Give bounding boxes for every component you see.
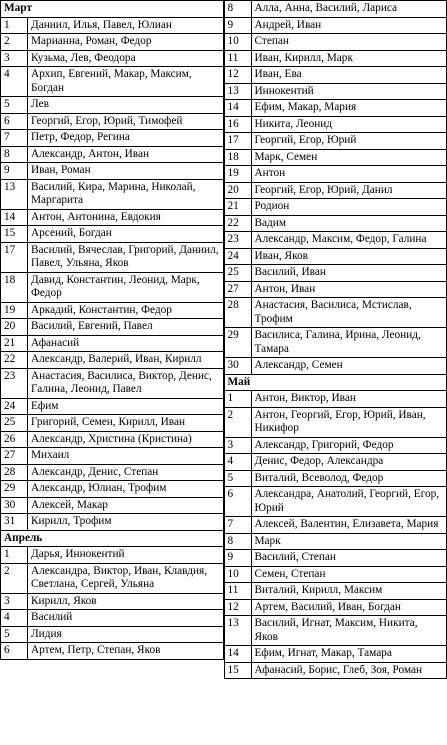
name-list: Алексей, Валентин, Елизавета, Мария [251,517,447,534]
name-list: Ефим [28,398,224,415]
day-number: 8 [224,1,251,18]
table-row [1,130,224,147]
day-number: 21 [224,199,251,216]
table-row [1,179,224,209]
day-number: 18 [1,272,28,302]
table-row [224,149,447,166]
month-header: Март [1,1,224,18]
name-list: Георгий, Егор, Юрий, Тимофей [28,113,224,130]
table-row [1,226,224,243]
day-number: 9 [1,163,28,180]
day-number: 8 [224,533,251,550]
day-number: 4 [224,454,251,471]
name-list: Архип, Евгений, Макар, Максим, Богдан [28,67,224,97]
name-list: Антон [251,166,447,183]
day-number: 5 [1,97,28,114]
table-row [224,646,447,663]
table-row [224,100,447,117]
table-row [1,97,224,114]
name-list: Иван, Роман [28,163,224,180]
day-number: 22 [224,215,251,232]
day-number: 29 [224,328,251,358]
day-number: 30 [224,358,251,375]
day-number: 24 [224,248,251,265]
name-list: Лев [28,97,224,114]
day-number: 15 [1,226,28,243]
name-list: Алла, Анна, Василий, Лариса [251,1,447,18]
table-row [224,116,447,133]
name-list: Александра, Анатолий, Георгий, Егор, Юрий [251,487,447,517]
name-list: Василий, Кира, Марина, Николай, Маргарита [28,179,224,209]
day-number: 23 [1,368,28,398]
table-row [224,199,447,216]
name-list: Михаил [28,448,224,465]
day-number: 20 [1,319,28,336]
table-row [224,391,447,408]
name-list: Алексей, Макар [28,497,224,514]
name-list: Антон, Антонина, Евдокия [28,209,224,226]
day-number: 19 [1,302,28,319]
table-row [1,302,224,319]
table-row [224,533,447,550]
table-row [1,319,224,336]
table-row [1,415,224,432]
name-list: Кузьма, Лев, Феодора [28,50,224,67]
table-row [224,437,447,454]
day-number: 13 [1,179,28,209]
table-row [224,550,447,567]
table-row [224,583,447,600]
month-header-row [1,530,224,547]
day-number: 14 [224,100,251,117]
name-list: Марианна, Роман, Федор [28,34,224,51]
day-number: 26 [1,431,28,448]
month-header-row [1,1,224,18]
day-number: 24 [1,398,28,415]
name-list: Василий, Вячеслав, Григорий, Даниил, Павел, Ульяна, Яков [28,242,224,272]
name-list: Александр, Христина (Кристина) [28,431,224,448]
table-row [1,563,224,593]
day-number: 28 [224,298,251,328]
name-list: Кирилл, Яков [28,593,224,610]
name-list: Иван, Яков [251,248,447,265]
name-list: Василиса, Галина, Ирина, Леонид, Тамара [251,328,447,358]
name-day-table-right [224,0,447,679]
day-number: 4 [1,67,28,97]
name-list: Родион [251,199,447,216]
day-number: 28 [1,464,28,481]
table-row [224,407,447,437]
name-list: Кирилл, Трофим [28,514,224,531]
table-row [224,599,447,616]
day-number: 6 [1,113,28,130]
table-row [1,626,224,643]
day-number: 31 [1,514,28,531]
name-list: Георгий, Егор, Юрий [251,133,447,150]
name-list: Артем, Василий, Иван, Богдан [251,599,447,616]
name-list: Ефим, Игнат, Макар, Тамара [251,646,447,663]
name-list: Александр, Антон, Иван [28,146,224,163]
table-row [1,209,224,226]
table-row [1,610,224,627]
table-row [224,232,447,249]
name-list: Денис, Федор, Александра [251,454,447,471]
day-number: 6 [224,487,251,517]
table-row [1,431,224,448]
day-number: 7 [1,130,28,147]
day-number: 12 [224,67,251,84]
table-row [1,146,224,163]
name-list: Антон, Георгий, Егор, Юрий, Иван, Никифор [251,407,447,437]
day-number: 27 [1,448,28,465]
day-number: 6 [1,643,28,660]
name-list: Марк [251,533,447,550]
table-row [1,593,224,610]
name-list: Александра, Виктор, Иван, Клавдия, Светлана, Сергей, Ульяна [28,563,224,593]
name-list: Андрей, Иван [251,17,447,34]
table-row [1,368,224,398]
name-list: Василий, Игнат, Максим, Никита, Яков [251,616,447,646]
name-list: Афанасий, Борис, Глеб, Зоя, Роман [251,662,447,679]
name-list: Александр, Максим, Федор, Галина [251,232,447,249]
day-number: 20 [224,182,251,199]
day-number: 5 [224,470,251,487]
day-number: 5 [1,626,28,643]
name-list: Василий [28,610,224,627]
table-row [224,83,447,100]
name-list: Александр, Семен [251,358,447,375]
day-number: 3 [1,593,28,610]
day-number: 25 [224,265,251,282]
day-number: 14 [224,646,251,663]
name-list: Вадим [251,215,447,232]
table-row [1,352,224,369]
name-list: Георгий, Егор, Юрий, Данил [251,182,447,199]
table-row [224,34,447,51]
day-number: 29 [1,481,28,498]
table-row [224,265,447,282]
table-row [1,497,224,514]
table-row [1,17,224,34]
name-list: Василий, Евгений, Павел [28,319,224,336]
day-number: 2 [224,407,251,437]
day-number: 14 [1,209,28,226]
day-number: 2 [1,563,28,593]
day-number: 9 [224,550,251,567]
day-number: 17 [224,133,251,150]
name-list: Антон, Виктор, Иван [251,391,447,408]
table-row [224,298,447,328]
table-row [1,448,224,465]
day-number: 13 [224,83,251,100]
name-list: Даниил, Илья, Павел, Юлиан [28,17,224,34]
name-list: Антон, Иван [251,281,447,298]
day-number: 17 [1,242,28,272]
table-row [224,454,447,471]
table-row [224,328,447,358]
name-list: Александр, Григорий, Федор [251,437,447,454]
day-number: 18 [224,149,251,166]
day-number: 3 [1,50,28,67]
table-row [224,215,447,232]
name-list: Дарья, Иннокентий [28,547,224,564]
name-list: Александр, Валерий, Иван, Кирилл [28,352,224,369]
month-header-row [224,374,447,391]
table-row [224,67,447,84]
table-row [224,470,447,487]
right-column [224,0,447,745]
name-list: Александр, Юлиан, Трофим [28,481,224,498]
name-list: Александр, Денис, Степан [28,464,224,481]
day-number: 22 [1,352,28,369]
table-row [224,616,447,646]
table-row [1,113,224,130]
name-list: Иван, Кирилл, Марк [251,50,447,67]
table-row [224,487,447,517]
name-list: Артем, Петр, Степан, Яков [28,643,224,660]
table-row [224,50,447,67]
day-number: 15 [224,662,251,679]
table-row [1,481,224,498]
name-list: Степан [251,34,447,51]
table-row [1,464,224,481]
day-number: 11 [224,50,251,67]
table-row [1,398,224,415]
table-row [1,272,224,302]
month-header: Май [224,374,447,391]
table-row [224,182,447,199]
day-number: 8 [1,146,28,163]
name-list: Петр, Федор, Регина [28,130,224,147]
day-number: 13 [224,616,251,646]
table-row [1,67,224,97]
table-row [224,17,447,34]
table-row [224,166,447,183]
name-list: Виталий, Кирилл, Максим [251,583,447,600]
name-list: Ефим, Макар, Мария [251,100,447,117]
day-number: 23 [224,232,251,249]
day-number: 21 [1,335,28,352]
day-number: 27 [224,281,251,298]
table-row [224,248,447,265]
table-row [224,358,447,375]
name-list: Афанасий [28,335,224,352]
name-list: Анастасия, Василиса, Мстислав, Трофим [251,298,447,328]
day-number: 1 [1,547,28,564]
table-row [1,643,224,660]
month-header: Апрель [1,530,224,547]
table-row [1,50,224,67]
name-list: Семен, Степан [251,566,447,583]
table-row [1,242,224,272]
name-list: Иван, Ева [251,67,447,84]
day-number: 9 [224,17,251,34]
table-row [1,163,224,180]
name-list: Давид, Константин, Леонид, Марк, Федор [28,272,224,302]
day-number: 30 [1,497,28,514]
day-number: 12 [224,599,251,616]
table-row [1,547,224,564]
name-list: Арсений, Богдан [28,226,224,243]
day-number: 7 [224,517,251,534]
day-number: 1 [1,17,28,34]
day-number: 4 [1,610,28,627]
table-row [1,514,224,531]
table-row [1,335,224,352]
name-list: Марк, Семен [251,149,447,166]
day-number: 10 [224,566,251,583]
day-number: 11 [224,583,251,600]
name-list: Виталий, Всеволод, Федор [251,470,447,487]
day-number: 10 [224,34,251,51]
name-list: Василий, Степан [251,550,447,567]
name-list: Аркадий, Константин, Федор [28,302,224,319]
name-list: Никита, Леонид [251,116,447,133]
table-row [224,133,447,150]
day-number: 25 [1,415,28,432]
table-row [1,34,224,51]
table-row [224,662,447,679]
day-number: 3 [224,437,251,454]
name-list: Григорий, Семен, Кирилл, Иван [28,415,224,432]
day-number: 1 [224,391,251,408]
name-day-table-left [0,0,224,660]
table-row [224,517,447,534]
table-row [224,566,447,583]
name-list: Иннокентий [251,83,447,100]
name-list: Анастасия, Василиса, Виктор, Денис, Галина, Леонид, Павел [28,368,224,398]
name-list: Лидия [28,626,224,643]
day-number: 2 [1,34,28,51]
table-row [224,1,447,18]
day-number: 19 [224,166,251,183]
day-number: 16 [224,116,251,133]
name-list: Василий, Иван [251,265,447,282]
table-row [224,281,447,298]
